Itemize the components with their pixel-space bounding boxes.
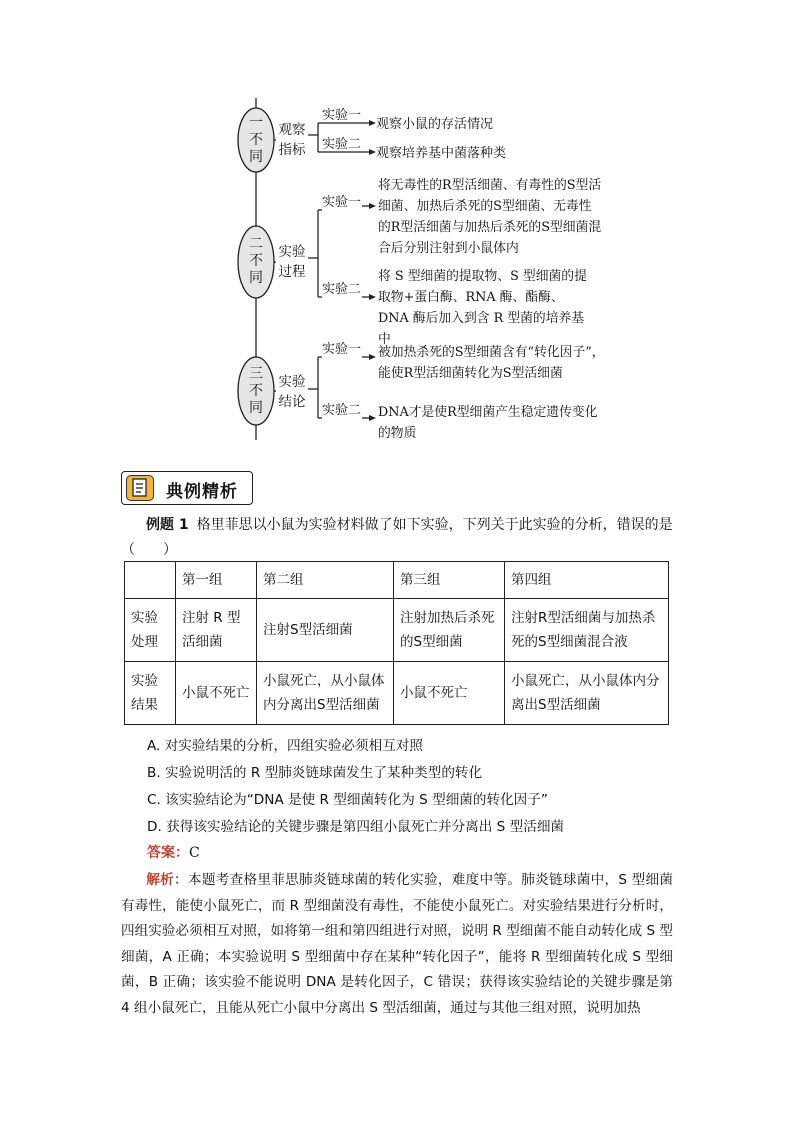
answer-value: C (189, 845, 200, 861)
group1-exp2-text: 观察培养基中菌落种类 (376, 146, 507, 161)
question-blank: （ ） (121, 542, 177, 558)
table-header-cell: 第三组 (394, 562, 505, 599)
option-b: B. 实验说明活的 R 型肺炎链球菌发生了某种类型的转化 (147, 765, 483, 781)
question-label: 例题 1 (146, 517, 189, 533)
table-header-cell: 第二组 (257, 562, 394, 599)
option-d: D. 获得该实验结论的关键步骤是第四组小鼠死亡并分离出 S 型活细菌 (147, 819, 565, 835)
document-icon (126, 475, 154, 501)
table-row (125, 662, 669, 725)
table-cell: 注射S型活细菌 (257, 599, 394, 662)
group2-exp2-text: 将 S 型细菌的提取物、S 型细菌的提取物+蛋白酶、RNA 酶、酯酶、DNA 酶后加入到含 R 型菌的培养基中 (378, 269, 587, 347)
analysis-text: 本题考查格里菲思肺炎链球菌的转化实验，难度中等。肺炎链球菌中，S 型细菌有毒性，能使小鼠死亡，而 R 型细菌没有毒性，不能使小鼠死亡。对实验结果进行分析时，四组实验必须相互对照，如将第一组和第四组进行对照，说明 R 型细菌不能自动转化成 S 型细菌，A 正确；本实验说明 S 型细菌中存在某种“转化因子”，能将 R 型细菌转化成 S 型细菌，B 正确；该实验不能说明 DNA 是转化因子，C 错误；获得该实验结论的关键步骤是第 4 组小鼠死亡，且能从死亡小鼠中分离出 S 型活细菌，通过与其他三组对照，说明加热 (121, 872, 673, 1016)
table-cell: 注射加热后杀死的S型细菌 (394, 599, 505, 662)
table-cell: 注射R型活细菌与加热杀死的S型细菌混合液 (505, 599, 669, 662)
group1-exp1-label: 实验一 (322, 108, 362, 123)
table-cell: 实验处理 (125, 599, 176, 662)
table-cell: 小鼠死亡，从小鼠体内分离出S型活细菌 (257, 662, 394, 725)
section-title: 典例精析 (166, 482, 238, 502)
table-header-cell: 第一组 (176, 562, 257, 599)
oval-label-1: 一不同 (249, 115, 263, 165)
question-stem (121, 515, 673, 535)
analysis-paragraph (121, 868, 673, 1021)
group2-exp2-label: 实验二 (322, 282, 362, 297)
question-text: 格里菲思以小鼠为实验材料做了如下实验，下列关于此实验的分析，错误的是 (196, 517, 673, 533)
answer-label: 答案： (147, 845, 189, 861)
group1-exp2-label: 实验二 (322, 137, 362, 152)
group3-exp2-text: DNA才是使R型细菌产生稳定遗传变化的物质 (378, 405, 598, 441)
table-cell: 实验结果 (125, 662, 176, 725)
table-cell: 小鼠不死亡 (394, 662, 505, 725)
table-cell: 小鼠不死亡 (176, 662, 257, 725)
table-header-cell: 第四组 (505, 562, 669, 599)
group3-exp1-text: 被加热杀死的S型细菌含有“转化因子”，能使R型活细菌转化为S型活细菌 (378, 345, 605, 381)
section-banner (121, 471, 253, 505)
category-label-1: 观察指标 (278, 122, 306, 158)
group3-exp1-label: 实验一 (322, 342, 362, 357)
answer (147, 843, 200, 863)
table-row (125, 599, 669, 662)
table-header-cell (125, 562, 176, 599)
analysis-label: 解析： (146, 872, 188, 888)
group2-exp1-text: 将无毒性的R型活细菌、有毒性的S型活细菌、加热后杀死的S型细菌、无毒性的R型活细菌与加热后杀死的S型细菌混合后分别注射到小鼠体内 (378, 178, 602, 256)
table-header-row (125, 562, 669, 599)
group3-exp2-label: 实验二 (322, 403, 362, 418)
comparison-diagram (0, 0, 794, 450)
option-a: A. 对实验结果的分析，四组实验必须相互对照 (147, 738, 423, 754)
oval-label-3: 三不同 (249, 366, 263, 416)
option-c: C. 该实验结论为“DNA 是使 R 型细菌转化为 S 型细菌的转化因子” (147, 792, 548, 808)
oval-label-2: 二不同 (249, 236, 263, 286)
table-cell: 小鼠死亡，从小鼠体内分离出S型活细菌 (505, 662, 669, 725)
table-cell: 注射 R 型活细菌 (176, 599, 257, 662)
experiment-table (124, 561, 669, 725)
category-label-3: 实验结论 (278, 374, 306, 410)
group2-exp1-label: 实验一 (322, 195, 362, 210)
category-label-2: 实验过程 (278, 244, 306, 280)
group1-exp1-text: 观察小鼠的存活情况 (376, 117, 494, 132)
